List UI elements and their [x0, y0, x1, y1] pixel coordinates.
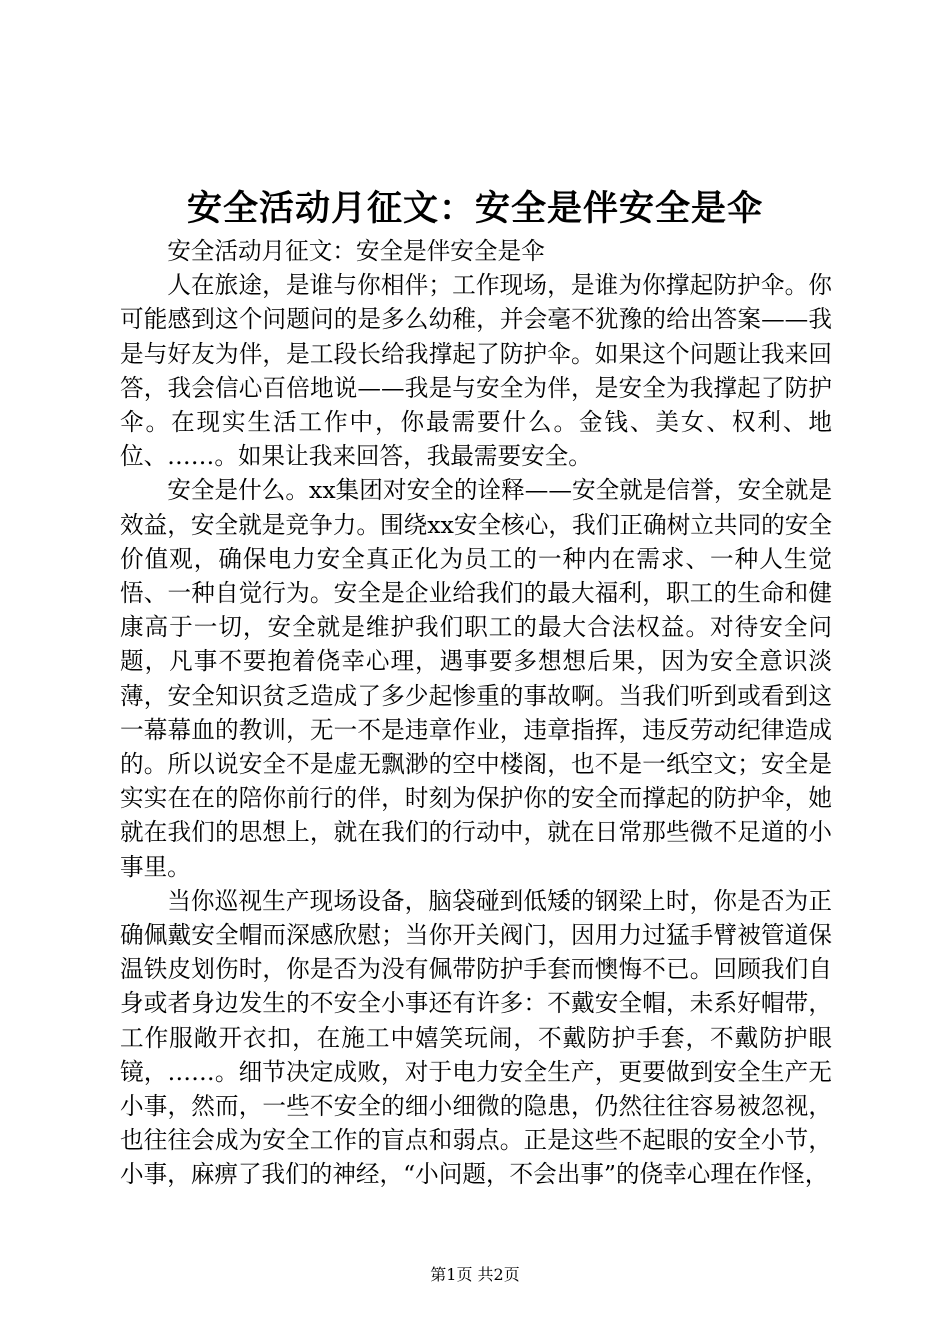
paragraph-3: 当你巡视生产现场设备，脑袋碰到低矮的钢梁上时，你是否为正确佩戴安全帽而深感欣慰；当你开关阀门，因用力过猛手臂被管道保温铁皮划伤时，你是否为没有佩带防护手套而懊悔不已。回顾我们自身或者身边发生的不安全小事还有许多：不戴安全帽，未系好帽带，工作服敞开衣扣，在施工中嬉笑玩闹，不戴防护手套，不戴防护眼镜，……。细节决定成败，对于电力安全生产，更要做到安全生产无小事，然而，一些不安全的细小细微的隐患，仍然往往容易被忽视，也往往会成为安全工作的盲点和弱点。正是这些不起眼的安全小节，小事，麻痹了我们的神经，“小问题，不会出事”的侥幸心理在作怪，	[120, 886, 832, 1189]
document-body	[120, 234, 832, 1192]
paragraph-2: 安全是什么。xx集团对安全的诠释——安全就是信誉，安全就是效益，安全就是竞争力。围绕xx安全核心，我们正确树立共同的安全价值观，确保电力安全真正化为员工的一种内在需求、一种人生觉悟、一种自觉行为。安全是企业给我们的最大福利，职工的生命和健康高于一切，安全就是维护我们职工的最大合法权益。对待安全问题，凡事不要抱着侥幸心理，遇事要多想想后果，因为安全意识淡薄，安全知识贫乏造成了多少起惨重的事故啊。当我们听到或看到这一幕幕血的教训，无一不是违章作业，违章指挥，违反劳动纪律造成的。所以说安全不是虚无飘渺的空中楼阁，也不是一纸空文；安全是实实在在的陪你前行的伴，时刻为保护你的安全而撑起的防护伞，她就在我们的思想上，就在我们的行动中，就在日常那些微不足道的小事里。	[120, 476, 832, 881]
paragraph-1: 人在旅途，是谁与你相伴；工作现场，是谁为你撑起防护伞。你可能感到这个问题问的是多么幼稚，并会毫不犹豫的给出答案——我是与好友为伴，是工段长给我撑起了防护伞。如果这个问题让我来回答，我会信心百倍地说——我是与安全为伴，是安全为我撑起了防护伞。在现实生活工作中，你最需要什么。金钱、美女、权利、地位、……。如果让我来回答，我最需要安全。	[120, 271, 832, 471]
page-footer: 第1页 共2页	[430, 1265, 520, 1284]
document-title: 安全活动月征文：安全是伴安全是伞	[186, 188, 763, 229]
paragraph-subtitle: 安全活动月征文：安全是伴安全是伞	[167, 237, 545, 265]
